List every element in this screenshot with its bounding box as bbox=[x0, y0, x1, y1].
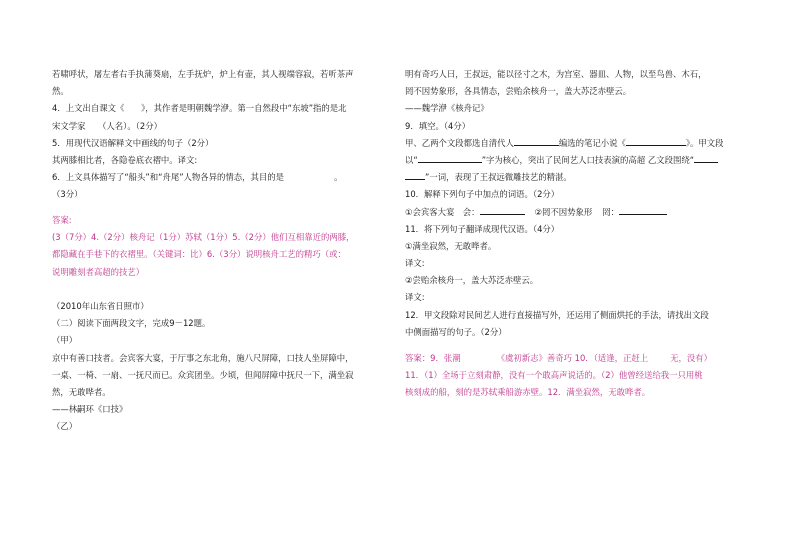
passage-line: 然。 bbox=[52, 86, 69, 97]
question-9-line-2: 以“ ”字为核心，突出了民间艺人口技表演的高超 乙文段围绕“ bbox=[405, 152, 750, 169]
passage-author: ——林嗣环《口技》 bbox=[52, 404, 128, 415]
section-heading: （二）阅读下面两段文字，完成9－12题。 bbox=[52, 318, 211, 329]
source-note: （2010年山东省日照市） bbox=[52, 301, 149, 312]
passage-line: 然，无敢哗者。 bbox=[52, 386, 111, 397]
left-column bbox=[52, 66, 397, 436]
answer-blank bbox=[694, 153, 718, 163]
translation-label: 译文: bbox=[405, 258, 425, 269]
passage-line: 若啸呼状，屠左者右手执蒲葵扇，左手抚炉，炉上有壶，其人视端容寂，若听茶声 bbox=[52, 69, 354, 79]
answer-line: 答案：9．张潮 《虞初新志》善奇巧 10．（适逢，正赶上 无，没有） bbox=[405, 352, 712, 363]
answer-line: 都隐藏在手巷下的衣褶里。（关键词：比）6.（3分）说明核舟工艺的精巧（或： bbox=[52, 249, 346, 260]
passage-line: 罔不因势象形，各具情态，尝贻余核舟一，盖大苏泛赤壁云。 bbox=[405, 86, 632, 97]
answer-blank bbox=[619, 205, 667, 215]
question-4-cont: 宋文学家 （人名）。（2分） bbox=[52, 120, 162, 131]
question-5-cont: 其两膝相比者，各隐卷底衣褶中。译文: bbox=[52, 154, 198, 165]
question-10: 10．解释下列句子中加点的词语。（2分） bbox=[405, 189, 560, 200]
passage-line: 明有奇巧人曰，王叔远，能以径寸之木，为宫室、器皿、人物，以至鸟兽、木石， bbox=[405, 69, 707, 79]
answer-blank bbox=[480, 205, 525, 215]
answer-line: 11．（1）全场于立刻肃静，没有一个敢高声说话的。（2）他曾经送给我一只用桃 bbox=[405, 369, 703, 380]
answer-line: 核刻成的船，刻的是苏轼乘船游赤壁。12．满坐寂然，无敢哗者。 bbox=[405, 386, 651, 397]
answer-line: 说明雕刻者高超的技艺） bbox=[52, 266, 145, 277]
question-11-item-2: ②尝贻余核舟一，盖大苏泛赤壁云。 bbox=[405, 275, 539, 286]
question-9-line-3: ”一词，表现了王叔远微雕技艺的精湛。 bbox=[405, 169, 750, 186]
translation-label: 译文: bbox=[405, 292, 425, 303]
answer-line: (3（7分）4.（2分）核舟记（1分）苏轼（1分）5.（2分）他们互相靠近的两膝， bbox=[52, 232, 355, 243]
text-label-yi: （乙） bbox=[52, 421, 78, 432]
question-4: 4．上文出自课文《 》，其作者是明朝魏学洢。第一自然段中“东坡”指的是北 bbox=[52, 103, 347, 114]
passage-author: ——魏学洢《核舟记》 bbox=[405, 103, 489, 114]
passage-line: 京中有善口技者。会宾客大宴，于厅事之东北角，施八尺屏障，口技人坐屏障中， bbox=[52, 352, 354, 363]
question-11: 11．将下列句子翻译成现代汉语。（4分） bbox=[405, 223, 560, 234]
question-9: 9．填空。（4分） bbox=[405, 120, 471, 131]
question-12: 12．甲文段除对民间艺人进行直接描写外，还运用了侧面烘托的手法，请找出文段 bbox=[405, 309, 709, 320]
question-9-line-1: 甲、乙两个文段都选自清代人 编选的笔记小说《 》。甲文段 bbox=[405, 137, 724, 148]
answer-blank bbox=[418, 153, 482, 163]
question-10-items: ①会宾客大宴 会： ②罔不因势象形 罔： bbox=[405, 204, 750, 221]
passage-line: 一桌、一椅、一扇、一抚尺而已。众宾团坐。少顷，但闻屏障中抚尺一下，满坐寂 bbox=[52, 369, 354, 380]
text-label-jia: （甲） bbox=[52, 335, 78, 346]
question-11-item-1: ①满坐寂然，无敢哗者。 bbox=[405, 240, 497, 251]
answer-blank bbox=[405, 170, 425, 180]
question-6-cont: （3分） bbox=[52, 189, 83, 200]
question-6: 6．上文具体描写了“船头”和“舟尾”人物各异的情态，其目的是 。 bbox=[52, 172, 343, 183]
answer-blank bbox=[514, 136, 559, 146]
answer-label: 答案: bbox=[52, 215, 72, 226]
answer-blank bbox=[626, 136, 686, 146]
right-column bbox=[405, 66, 750, 401]
question-12-cont: 中侧面描写的句子。（2分） bbox=[405, 326, 507, 337]
question-5: 5．用现代汉语解释文中画线的句子（2分） bbox=[52, 137, 214, 148]
